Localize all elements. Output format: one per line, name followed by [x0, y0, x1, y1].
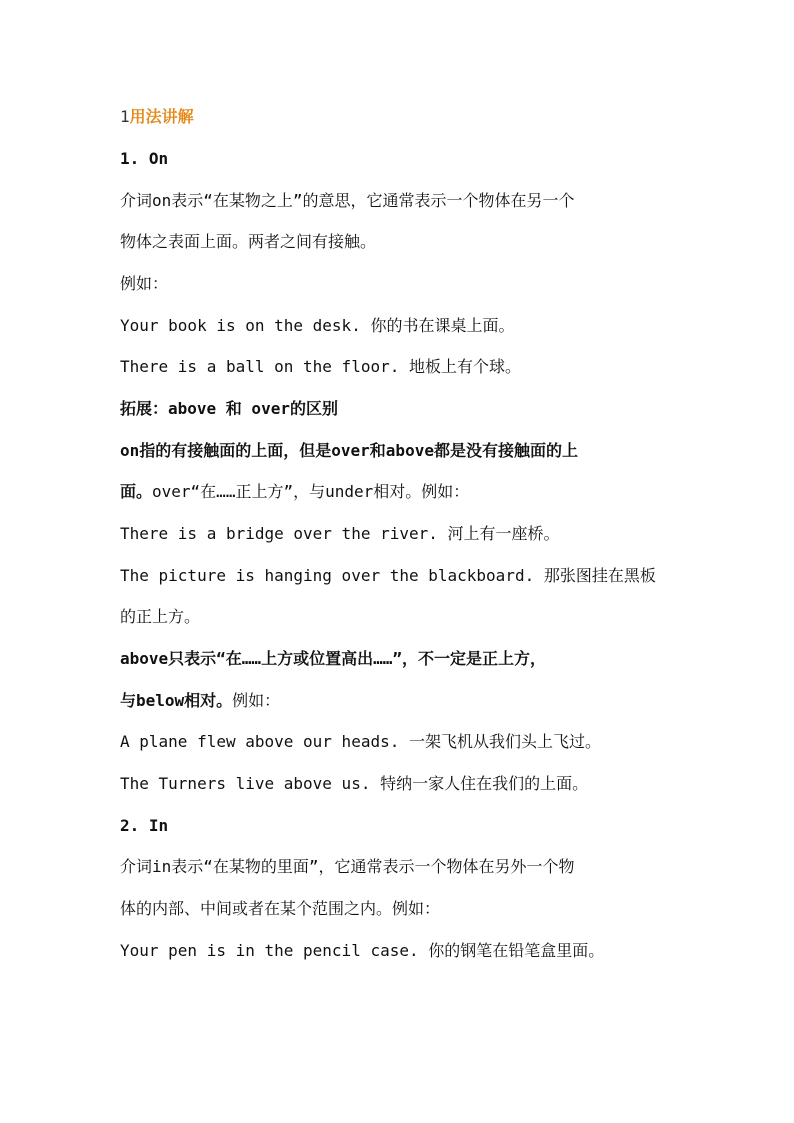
on-example-2: There is a ball on the floor. 地板上有个球。 — [120, 357, 521, 376]
extension-line2 — [120, 478, 680, 506]
section-title-text: 用法讲解 — [129, 107, 194, 126]
above-line2-bold: 与below相对。 — [120, 691, 233, 710]
on-description-line2: 物体之表面上面。两者之间有接触。 — [120, 232, 377, 251]
heading-in: 2. In — [120, 816, 169, 835]
above-line2-rest: 例如： — [232, 691, 281, 710]
on-example-label: 例如： — [120, 274, 169, 293]
over-example-1: There is a bridge over the river. 河上有一座桥。 — [120, 524, 560, 543]
in-example-1: Your pen is in the pencil case. 你的钢笔在铅笔盒里面。 — [120, 941, 605, 960]
extension-line2-rest: over“在……正上方”，与under相对。例如： — [152, 482, 470, 501]
above-line1: above只表示“在……上方或位置高出……”，不一定是正上方， — [120, 649, 546, 668]
above-example-2: The Turners live above us. 特纳一家人住在我们的上面。 — [120, 774, 589, 793]
over-example-2-line2: 的正上方。 — [120, 607, 201, 626]
in-description-line1: 介词in表示“在某物的里面”，它通常表示一个物体在另外一个物 — [120, 857, 575, 876]
in-description-line2: 体的内部、中间或者在某个范围之内。例如： — [120, 899, 441, 918]
over-example-2-line1: The picture is hanging over the blackboard. 那张图挂在黑板 — [120, 566, 656, 585]
on-description-line1: 介词on表示“在某物之上”的意思，它通常表示一个物体在另一个 — [120, 191, 575, 210]
section-title — [120, 103, 680, 131]
extension-line2-bold: 面。 — [120, 482, 153, 501]
above-line2 — [120, 687, 680, 715]
extension-title: 拓展：above 和 over的区别 — [120, 399, 338, 418]
extension-line1: on指的有接触面的上面，但是over和above都是没有接触面的上 — [120, 441, 578, 460]
on-example-1: Your book is on the desk. 你的书在课桌上面。 — [120, 316, 515, 335]
heading-on: 1. On — [120, 149, 169, 168]
above-example-1: A plane flew above our heads. 一架飞机从我们头上飞过。 — [120, 732, 601, 751]
section-number: 1 — [120, 107, 130, 126]
